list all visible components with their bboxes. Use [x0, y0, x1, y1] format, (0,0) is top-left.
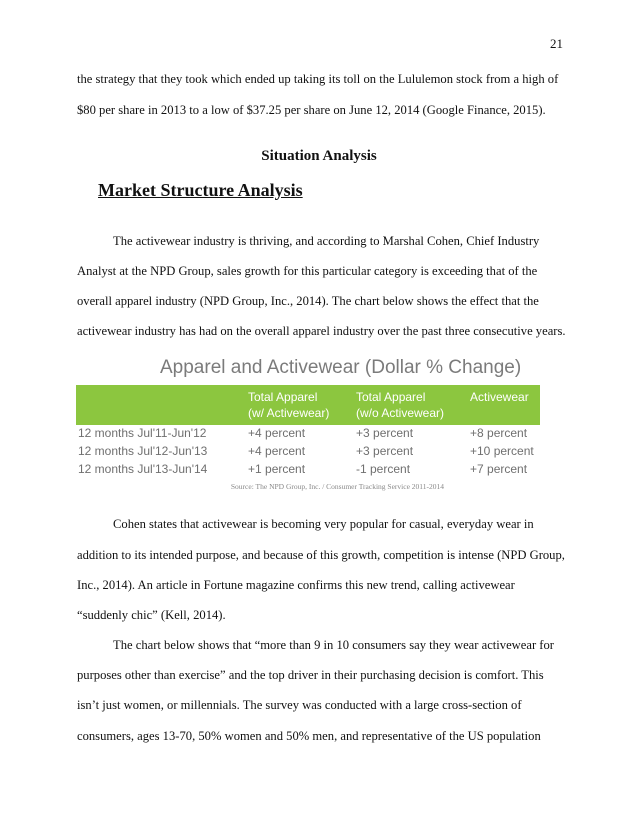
- header-cell: Total Apparel (w/ Activewear): [248, 390, 330, 420]
- section-heading: Situation Analysis: [261, 148, 377, 164]
- table-cell: +3 percent: [356, 426, 414, 440]
- header-cell: Total Apparel (w/o Activewear): [356, 390, 445, 420]
- paragraph-line: Inc., 2014). An article in Fortune magazine confirms this new trend, calling activewear: [77, 578, 515, 592]
- table-cell: +10 percent: [470, 444, 534, 458]
- paragraph-line: addition to its intended purpose, and because of this growth, competition is intense (NPD Group,: [77, 548, 565, 562]
- table-cell: +1 percent: [248, 462, 306, 476]
- table-cell: 12 months Jul'12-Jun'13: [78, 444, 208, 458]
- figure-title: Apparel and Activewear (Dollar % Change): [160, 357, 522, 378]
- table-row: [76, 443, 540, 461]
- paragraph-line: Cohen states that activewear is becoming very popular for casual, everyday wear in: [113, 517, 534, 531]
- paragraph-line: isn’t just women, or millennials. The survey was conducted with a large cross-section of: [77, 698, 522, 712]
- table-cell: +3 percent: [356, 444, 414, 458]
- figure-table: [76, 385, 540, 479]
- subsection-heading: Market Structure Analysis: [98, 180, 303, 200]
- paragraph-line: consumers, ages 13-70, 50% women and 50% men, and representative of the US population: [77, 729, 541, 743]
- table-cell: -1 percent: [356, 462, 411, 476]
- paragraph-line: overall apparel industry (NPD Group, Inc., 2014). The chart below shows the effect that the: [77, 294, 539, 308]
- paragraph-line: $80 per share in 2013 to a low of $37.25 per share on June 12, 2014 (Google Finance, 2015).: [77, 103, 546, 117]
- figure-table-image: [76, 355, 540, 491]
- paragraph-line: the strategy that they took which ended up taking its toll on the Lululemon stock from a high of: [77, 72, 559, 86]
- paragraph-line: activewear industry has had on the overall apparel industry over the past three consecutive years.: [77, 324, 566, 338]
- paragraph-line: Analyst at the NPD Group, sales growth for this particular category is exceeding that of the: [77, 264, 538, 278]
- table-cell: +7 percent: [470, 462, 528, 476]
- table-cell: +4 percent: [248, 426, 306, 440]
- paragraph-line: purposes other than exercise” and the top driver in their purchasing decision is comfort. This: [77, 668, 544, 682]
- table-cell: 12 months Jul'11-Jun'12: [78, 426, 207, 440]
- header-cell: Activewear: [470, 390, 529, 404]
- page-number: 21: [550, 36, 563, 51]
- table-cell: +8 percent: [470, 426, 528, 440]
- paragraph-line: “suddenly chic” (Kell, 2014).: [77, 608, 226, 622]
- table-cell: 12 months Jul'13-Jun'14: [78, 462, 208, 476]
- paragraph-line: The activewear industry is thriving, and according to Marshal Cohen, Chief Industry: [113, 234, 540, 248]
- table-row: [76, 461, 540, 479]
- figure-source: Source: The NPD Group, Inc. / Consumer Tracking Service 2011-2014: [230, 482, 444, 491]
- table-row: [76, 425, 540, 443]
- table-cell: +4 percent: [248, 444, 306, 458]
- paragraph-line: The chart below shows that “more than 9 in 10 consumers say they wear activewear for: [113, 638, 554, 652]
- figure-table-header: [76, 385, 540, 425]
